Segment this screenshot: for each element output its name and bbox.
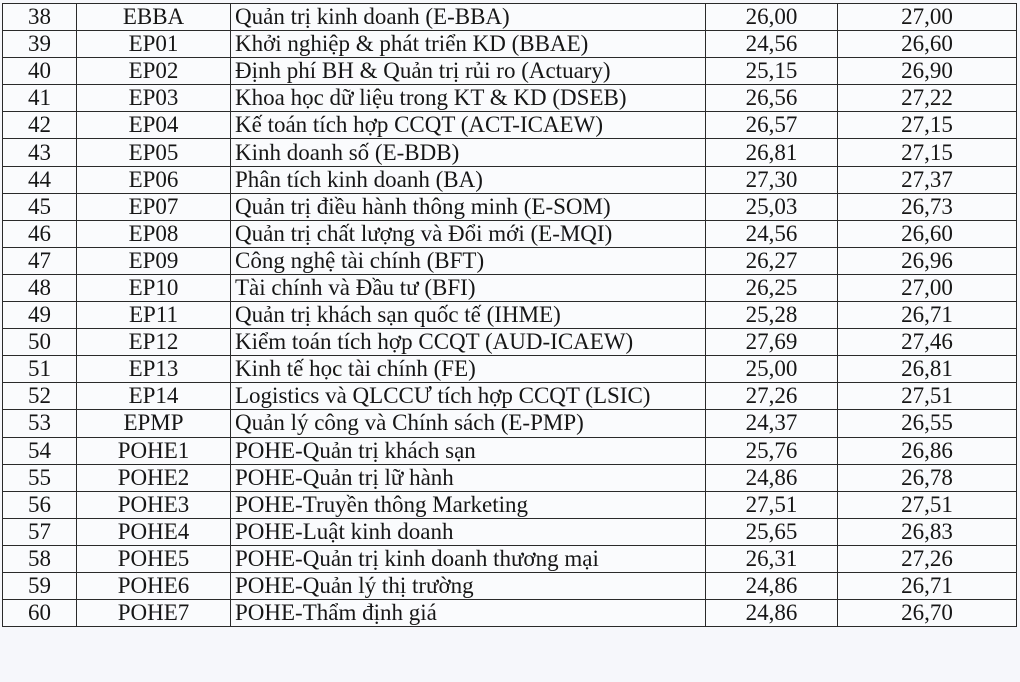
row-number: 48 [3, 274, 77, 301]
score-column-2: 26,78 [838, 464, 1017, 491]
score-column-1: 24,86 [706, 572, 838, 599]
program-code: EPMP [77, 410, 231, 437]
program-name: POHE-Quản trị khách sạn [231, 437, 706, 464]
table-row [3, 464, 1017, 491]
row-number: 46 [3, 220, 77, 247]
row-number: 52 [3, 383, 77, 410]
score-column-2: 27,37 [838, 166, 1017, 193]
score-column-2: 27,00 [838, 274, 1017, 301]
score-column-2: 26,81 [838, 356, 1017, 383]
program-code: EP03 [77, 85, 231, 112]
program-code: EP02 [77, 58, 231, 85]
score-column-2: 26,73 [838, 193, 1017, 220]
row-number: 50 [3, 329, 77, 356]
program-name: Định phí BH & Quản trị rủi ro (Actuary) [231, 58, 706, 85]
table-row [3, 247, 1017, 274]
score-column-1: 26,31 [706, 545, 838, 572]
program-name: Quản trị điều hành thông minh (E-SOM) [231, 193, 706, 220]
program-name: Phân tích kinh doanh (BA) [231, 166, 706, 193]
program-name: POHE-Quản trị lữ hành [231, 464, 706, 491]
table-body [3, 4, 1017, 627]
program-name: POHE-Quản lý thị trường [231, 572, 706, 599]
table-row [3, 274, 1017, 301]
score-column-1: 27,51 [706, 491, 838, 518]
program-code: POHE1 [77, 437, 231, 464]
table-row [3, 383, 1017, 410]
table-row [3, 112, 1017, 139]
score-column-1: 24,86 [706, 600, 838, 627]
score-column-1: 27,30 [706, 166, 838, 193]
score-column-2: 27,00 [838, 4, 1017, 31]
table-row [3, 491, 1017, 518]
program-code: EP01 [77, 31, 231, 58]
table-row [3, 58, 1017, 85]
row-number: 51 [3, 356, 77, 383]
program-code: EP13 [77, 356, 231, 383]
score-column-2: 26,83 [838, 518, 1017, 545]
table-row [3, 85, 1017, 112]
score-column-1: 25,76 [706, 437, 838, 464]
score-column-1: 27,69 [706, 329, 838, 356]
score-column-1: 25,28 [706, 302, 838, 329]
program-name: Khởi nghiệp & phát triển KD (BBAE) [231, 31, 706, 58]
table-row [3, 518, 1017, 545]
table-row [3, 329, 1017, 356]
row-number: 39 [3, 31, 77, 58]
program-code: EP04 [77, 112, 231, 139]
row-number: 57 [3, 518, 77, 545]
score-column-2: 26,55 [838, 410, 1017, 437]
program-code: POHE3 [77, 491, 231, 518]
table-row [3, 220, 1017, 247]
score-column-1: 26,25 [706, 274, 838, 301]
score-column-1: 25,03 [706, 193, 838, 220]
program-name: Khoa học dữ liệu trong KT & KD (DSEB) [231, 85, 706, 112]
score-column-1: 26,57 [706, 112, 838, 139]
row-number: 58 [3, 545, 77, 572]
score-column-2: 26,71 [838, 302, 1017, 329]
program-code: POHE7 [77, 600, 231, 627]
row-number: 40 [3, 58, 77, 85]
program-code: EP05 [77, 139, 231, 166]
program-code: EP12 [77, 329, 231, 356]
program-code: POHE6 [77, 572, 231, 599]
table-row [3, 4, 1017, 31]
score-column-1: 25,15 [706, 58, 838, 85]
row-number: 60 [3, 600, 77, 627]
table-row [3, 356, 1017, 383]
score-column-2: 27,26 [838, 545, 1017, 572]
score-column-1: 27,26 [706, 383, 838, 410]
table-row [3, 545, 1017, 572]
score-column-2: 27,51 [838, 491, 1017, 518]
program-code: EBBA [77, 4, 231, 31]
score-column-1: 26,00 [706, 4, 838, 31]
table-row [3, 139, 1017, 166]
table-row [3, 166, 1017, 193]
table-row [3, 600, 1017, 627]
score-column-2: 27,51 [838, 383, 1017, 410]
score-column-1: 24,86 [706, 464, 838, 491]
row-number: 59 [3, 572, 77, 599]
program-code: EP09 [77, 247, 231, 274]
row-number: 41 [3, 85, 77, 112]
table-row [3, 302, 1017, 329]
program-name: POHE-Truyền thông Marketing [231, 491, 706, 518]
score-column-1: 24,56 [706, 220, 838, 247]
program-code: EP10 [77, 274, 231, 301]
program-code: EP08 [77, 220, 231, 247]
score-column-2: 26,86 [838, 437, 1017, 464]
score-column-1: 26,27 [706, 247, 838, 274]
row-number: 47 [3, 247, 77, 274]
admission-score-table [2, 3, 1017, 627]
row-number: 38 [3, 4, 77, 31]
table-row [3, 410, 1017, 437]
row-number: 54 [3, 437, 77, 464]
score-column-2: 27,15 [838, 139, 1017, 166]
row-number: 53 [3, 410, 77, 437]
score-column-2: 26,60 [838, 31, 1017, 58]
program-name: Quản trị kinh doanh (E-BBA) [231, 4, 706, 31]
score-column-2: 27,22 [838, 85, 1017, 112]
row-number: 44 [3, 166, 77, 193]
program-name: POHE-Thẩm định giá [231, 600, 706, 627]
table-row [3, 437, 1017, 464]
program-code: POHE4 [77, 518, 231, 545]
program-code: EP07 [77, 193, 231, 220]
row-number: 43 [3, 139, 77, 166]
program-name: Kinh doanh số (E-BDB) [231, 139, 706, 166]
score-column-2: 27,46 [838, 329, 1017, 356]
table-row [3, 572, 1017, 599]
program-name: Logistics và QLCCƯ tích hợp CCQT (LSIC) [231, 383, 706, 410]
program-name: Quản lý công và Chính sách (E-PMP) [231, 410, 706, 437]
program-code: EP06 [77, 166, 231, 193]
row-number: 49 [3, 302, 77, 329]
program-code: POHE2 [77, 464, 231, 491]
row-number: 56 [3, 491, 77, 518]
program-name: Kinh tế học tài chính (FE) [231, 356, 706, 383]
score-column-1: 24,56 [706, 31, 838, 58]
program-name: Kế toán tích hợp CCQT (ACT-ICAEW) [231, 112, 706, 139]
program-name: POHE-Quản trị kinh doanh thương mại [231, 545, 706, 572]
program-name: Công nghệ tài chính (BFT) [231, 247, 706, 274]
program-name: Quản trị khách sạn quốc tế (IHME) [231, 302, 706, 329]
program-name: Tài chính và Đầu tư (BFI) [231, 274, 706, 301]
score-column-1: 25,65 [706, 518, 838, 545]
row-number: 55 [3, 464, 77, 491]
score-column-1: 24,37 [706, 410, 838, 437]
score-column-2: 26,70 [838, 600, 1017, 627]
score-column-2: 26,96 [838, 247, 1017, 274]
score-column-2: 26,60 [838, 220, 1017, 247]
score-column-1: 25,00 [706, 356, 838, 383]
table-row [3, 193, 1017, 220]
program-code: EP14 [77, 383, 231, 410]
program-name: Quản trị chất lượng và Đổi mới (E-MQI) [231, 220, 706, 247]
score-column-1: 26,56 [706, 85, 838, 112]
program-name: POHE-Luật kinh doanh [231, 518, 706, 545]
score-column-2: 26,71 [838, 572, 1017, 599]
row-number: 45 [3, 193, 77, 220]
table-row [3, 31, 1017, 58]
score-column-1: 26,81 [706, 139, 838, 166]
score-column-2: 26,90 [838, 58, 1017, 85]
row-number: 42 [3, 112, 77, 139]
program-code: EP11 [77, 302, 231, 329]
program-name: Kiểm toán tích hợp CCQT (AUD-ICAEW) [231, 329, 706, 356]
score-column-2: 27,15 [838, 112, 1017, 139]
program-code: POHE5 [77, 545, 231, 572]
